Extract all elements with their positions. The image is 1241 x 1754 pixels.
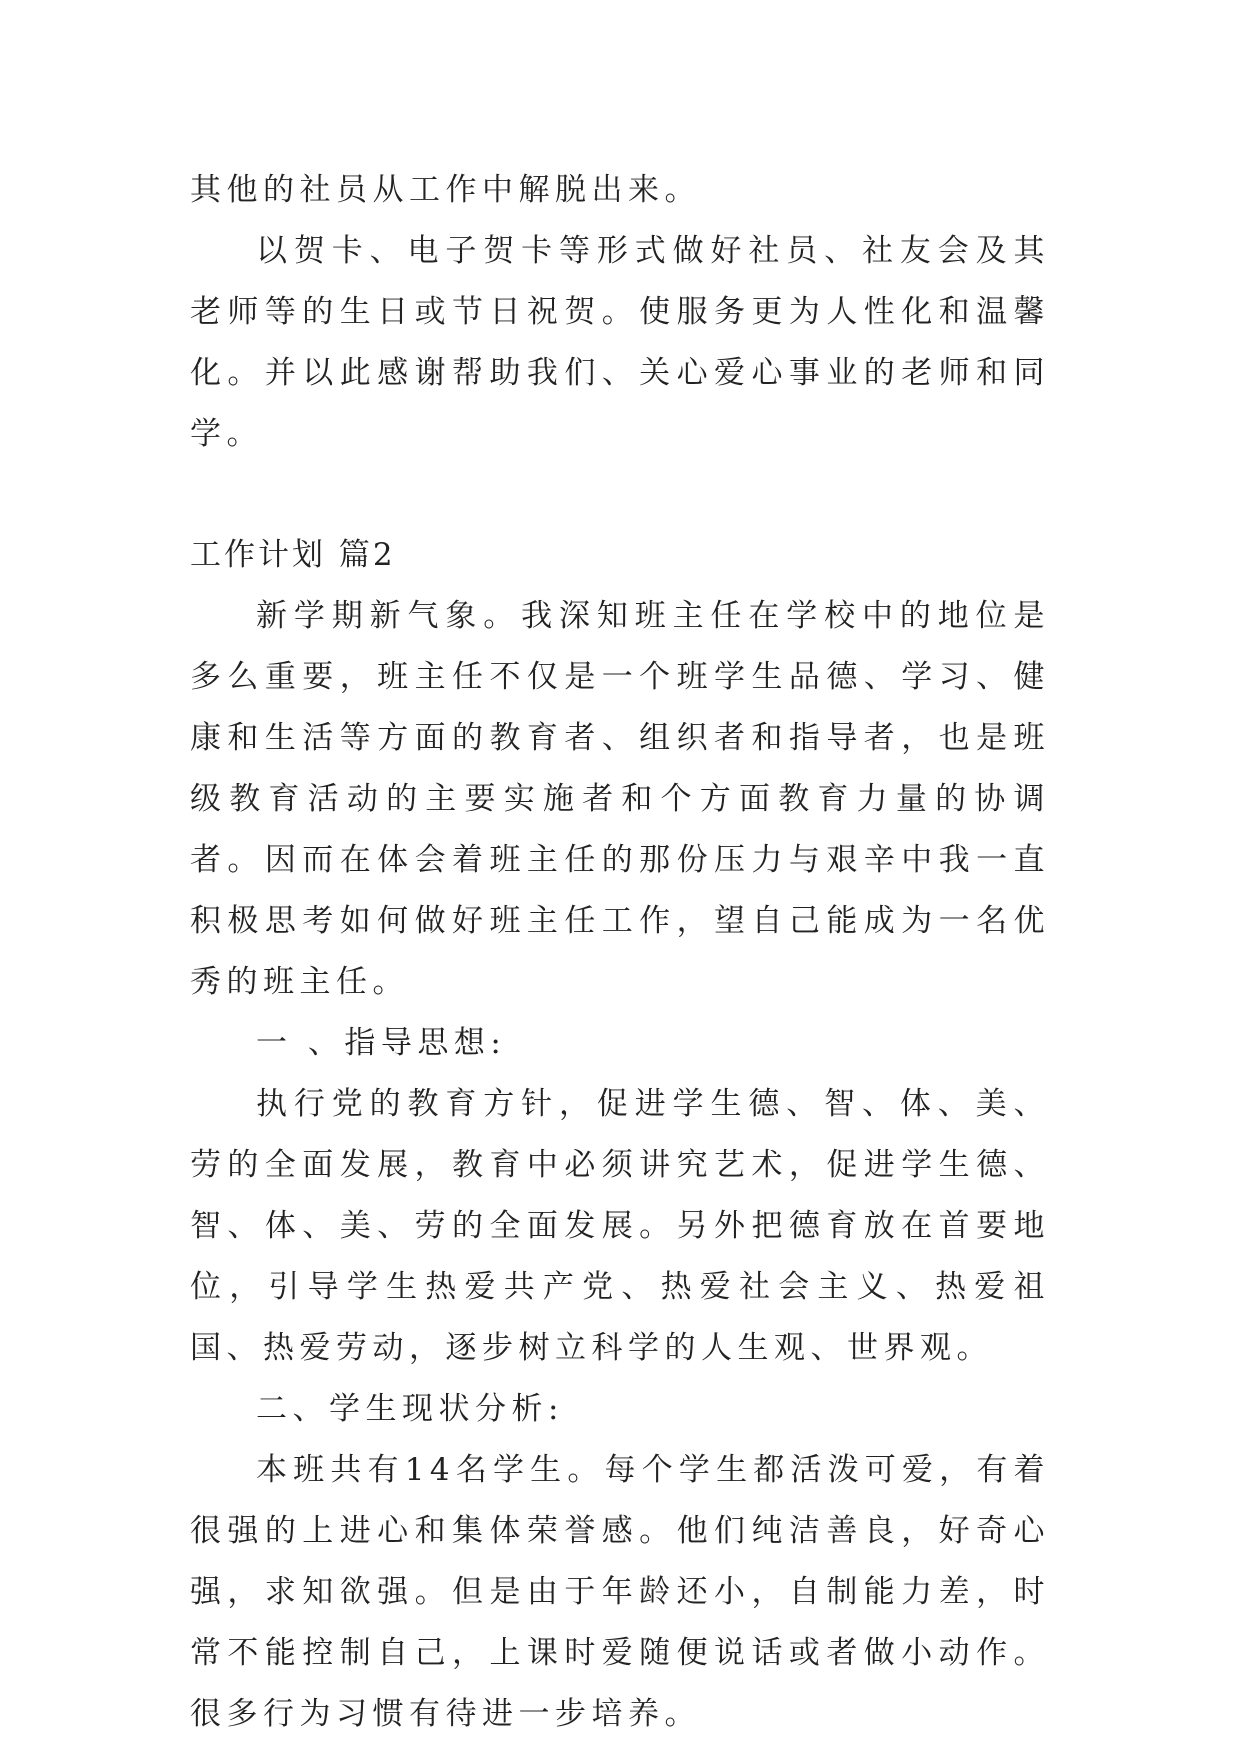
paragraph-student-analysis: 本班共有14名学生。每个学生都活泼可爱，有着很强的上进心和集体荣誉感。他们纯洁善良，好奇心强，求知欲强。但是由于年龄还小，自制能力差，时常不能控制自己，上课时爱随便说话或者做小动作。很多行为习惯有待进一步培养。	[190, 1452, 1050, 1732]
paragraph-intro: 新学期新气象。我深知班主任在学校中的地位是多么重要，班主任不仅是一个班学生品德、学习、健康和生活等方面的教育者、组织者和指导者，也是班级教育活动的主要实施者和个方面教育力量的协调者。因而在体会着班主任的那份压力与艰辛中我一直积极思考如何做好班主任工作，望自己能成为一名优秀的班主任。	[190, 598, 1050, 1000]
section-heading: 工作计划 篇2	[190, 537, 396, 573]
paragraph-guiding-thought: 执行党的教育方针，促进学生德、智、体、美、劳的全面发展，教育中必须讲究艺术，促进学生德、智、体、美、劳的全面发展。另外把德育放在首要地位，引导学生热爱共产党、热爱社会主义、热爱祖国、热爱劳动，逐步树立科学的人生观、世界观。	[190, 1086, 1050, 1366]
paragraph-greeting-cards: 以贺卡、电子贺卡等形式做好社员、社友会及其老师等的生日或节日祝贺。使服务更为人性化和温馨化。并以此感谢帮助我们、关心爱心事业的老师和同学。	[190, 233, 1050, 452]
subheading-student-analysis: 二、学生现状分析:	[256, 1391, 564, 1427]
document-body	[190, 160, 1050, 1745]
subheading-guiding-thought: 一 、指导思想:	[256, 1025, 507, 1061]
paragraph-continuation: 其他的社员从工作中解脱出来。	[190, 172, 701, 208]
